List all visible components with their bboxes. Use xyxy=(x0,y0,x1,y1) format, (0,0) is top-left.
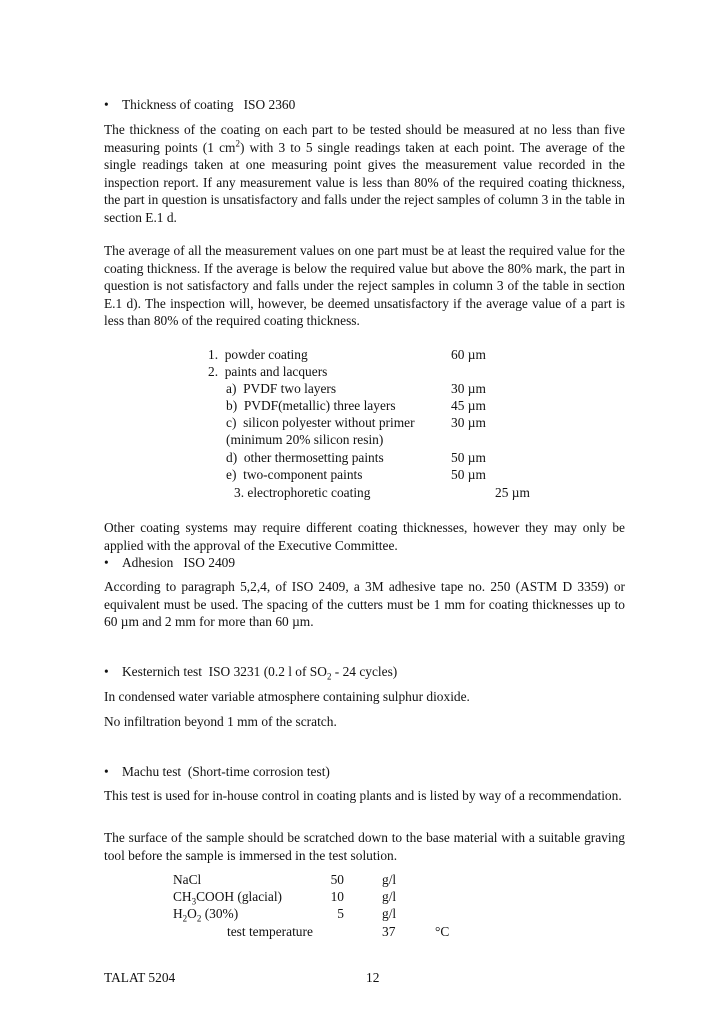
list-item-label: d) other thermosetting paints xyxy=(226,450,384,465)
bullet-adhesion xyxy=(104,554,235,571)
bullet-text: Machu test (Short-time corrosion test) xyxy=(122,764,330,779)
text-part: - 24 cycles) xyxy=(331,664,398,679)
list-item-label: 3. electrophoretic coating xyxy=(234,485,371,500)
reagent-name: NaCl xyxy=(173,872,202,887)
list-item-value: 45 µm xyxy=(451,398,486,413)
subscript: 2 xyxy=(196,913,202,924)
list-item xyxy=(226,414,415,431)
list-item-value: 25 µm xyxy=(495,485,530,500)
list-item xyxy=(208,363,327,380)
reagent-unit: g/l xyxy=(382,889,397,904)
bullet-kesternich-test xyxy=(104,663,397,680)
list-item xyxy=(226,397,396,414)
bullet-text xyxy=(122,664,398,682)
list-item xyxy=(226,380,336,397)
list-item-label: a) PVDF two layers xyxy=(226,381,337,396)
list-item-label: (minimum 20% silicon resin) xyxy=(226,432,384,447)
reagent-unit: g/l xyxy=(382,872,397,887)
list-item-value: 50 µm xyxy=(451,467,486,482)
paragraph-condensed-water: In condensed water variable atmosphere containing sulphur dioxide. xyxy=(104,689,470,704)
superscript: 2 xyxy=(235,138,240,149)
list-item-label: b) PVDF(metallic) three layers xyxy=(226,398,396,413)
reagent-name xyxy=(173,905,238,922)
list-item-value: 30 µm xyxy=(451,415,486,430)
list-item-label: 1. powder coating xyxy=(208,347,308,362)
bullet-text: Adhesion ISO 2409 xyxy=(122,555,236,570)
paragraph-average-values: The average of all the measurement values on one part must be at least the required value for the coating thickness. If the average is below the required value but above the 80% mark, the part in question is not satisfactory and falls under the reject samples in column 3 of the table in section E.1 d). The inspection will, however, be deemed unsatisfactory if the average value of a part is less than 80% of the required coating thickness. xyxy=(104,243,625,329)
subscript: 2 xyxy=(182,913,188,924)
temperature-label: test temperature xyxy=(227,924,313,939)
paragraph-thickness-measurement xyxy=(104,121,625,227)
list-item xyxy=(234,484,370,501)
list-item-label: c) silicon polyester without primer xyxy=(226,415,415,430)
reagent-amount: 10 xyxy=(330,889,344,904)
list-item-value: 60 µm xyxy=(451,347,486,362)
paragraph-other-coating-systems: Other coating systems may require different coating thicknesses, however they may only be applied with the approval of the Executive Committee. xyxy=(104,520,625,553)
text-part: H xyxy=(173,906,183,921)
paragraph-in-house-control: This test is used for in-house control in coating plants and is listed by way of a recommendation. xyxy=(104,788,622,803)
temperature-unit: °C xyxy=(435,924,450,939)
list-item xyxy=(226,466,362,483)
footer-document-id: TALAT 5204 xyxy=(104,970,176,985)
text-part: CH xyxy=(173,889,192,904)
paragraph-adhesion: According to paragraph 5,2,4, of ISO 2409, a 3M adhesive tape no. 250 (ASTM D 3359) or equivalent must be used. The spacing of the cutters must be 1 mm for coating thicknesses up to 60 µm and 2 mm for more than 60 µm. xyxy=(104,579,625,630)
bullet-icon: • xyxy=(104,555,109,570)
list-item xyxy=(208,346,308,363)
list-item xyxy=(226,449,384,466)
text-part: The thickness of the coating on each part to be tested should be measured at no less than five measuring points (1 cm xyxy=(104,122,625,155)
text-part: (30%) xyxy=(201,906,239,921)
subscript: 3 xyxy=(191,896,197,907)
text-part: ) with 3 to 5 single readings taken at each point. The average of the single readings taken at one measuring point gives the measurement value recorded in the inspection report. If any measurement value is less than 80% of the required coating thickness, the part in question is unsatisfactory and falls under the reject samples of column 3 in the table in section E.1 d. xyxy=(104,139,625,225)
subscript: 2 xyxy=(326,671,332,682)
bullet-icon: • xyxy=(104,97,109,112)
bullet-icon: • xyxy=(104,764,109,779)
reagent-name xyxy=(173,888,282,905)
list-item-label: e) two-component paints xyxy=(226,467,363,482)
paragraph-no-infiltration: No infiltration beyond 1 mm of the scratch. xyxy=(104,714,337,729)
list-item xyxy=(226,431,383,448)
text-part: O xyxy=(187,906,197,921)
bullet-machu-test xyxy=(104,763,330,780)
paragraph-scratch-surface: The surface of the sample should be scratched down to the base material with a suitable graving tool before the sample is immersed in the test solution. xyxy=(104,830,625,863)
bullet-icon: • xyxy=(104,664,109,679)
list-item-value: 50 µm xyxy=(451,450,486,465)
reagent-amount: 50 xyxy=(330,872,344,887)
list-item-value: 30 µm xyxy=(451,381,486,396)
text-part: Kesternich test ISO 3231 (0.2 l of SO xyxy=(122,664,327,679)
bullet-text: Thickness of coating ISO 2360 xyxy=(122,97,296,112)
text-part: COOH (glacial) xyxy=(196,889,283,904)
temperature-value: 37 xyxy=(382,924,396,939)
page-number: 12 xyxy=(366,970,380,985)
list-item-label: 2. paints and lacquers xyxy=(208,364,328,379)
reagent-amount: 5 xyxy=(337,906,344,921)
reagent-unit: g/l xyxy=(382,906,397,921)
bullet-thickness-of-coating xyxy=(104,96,295,113)
